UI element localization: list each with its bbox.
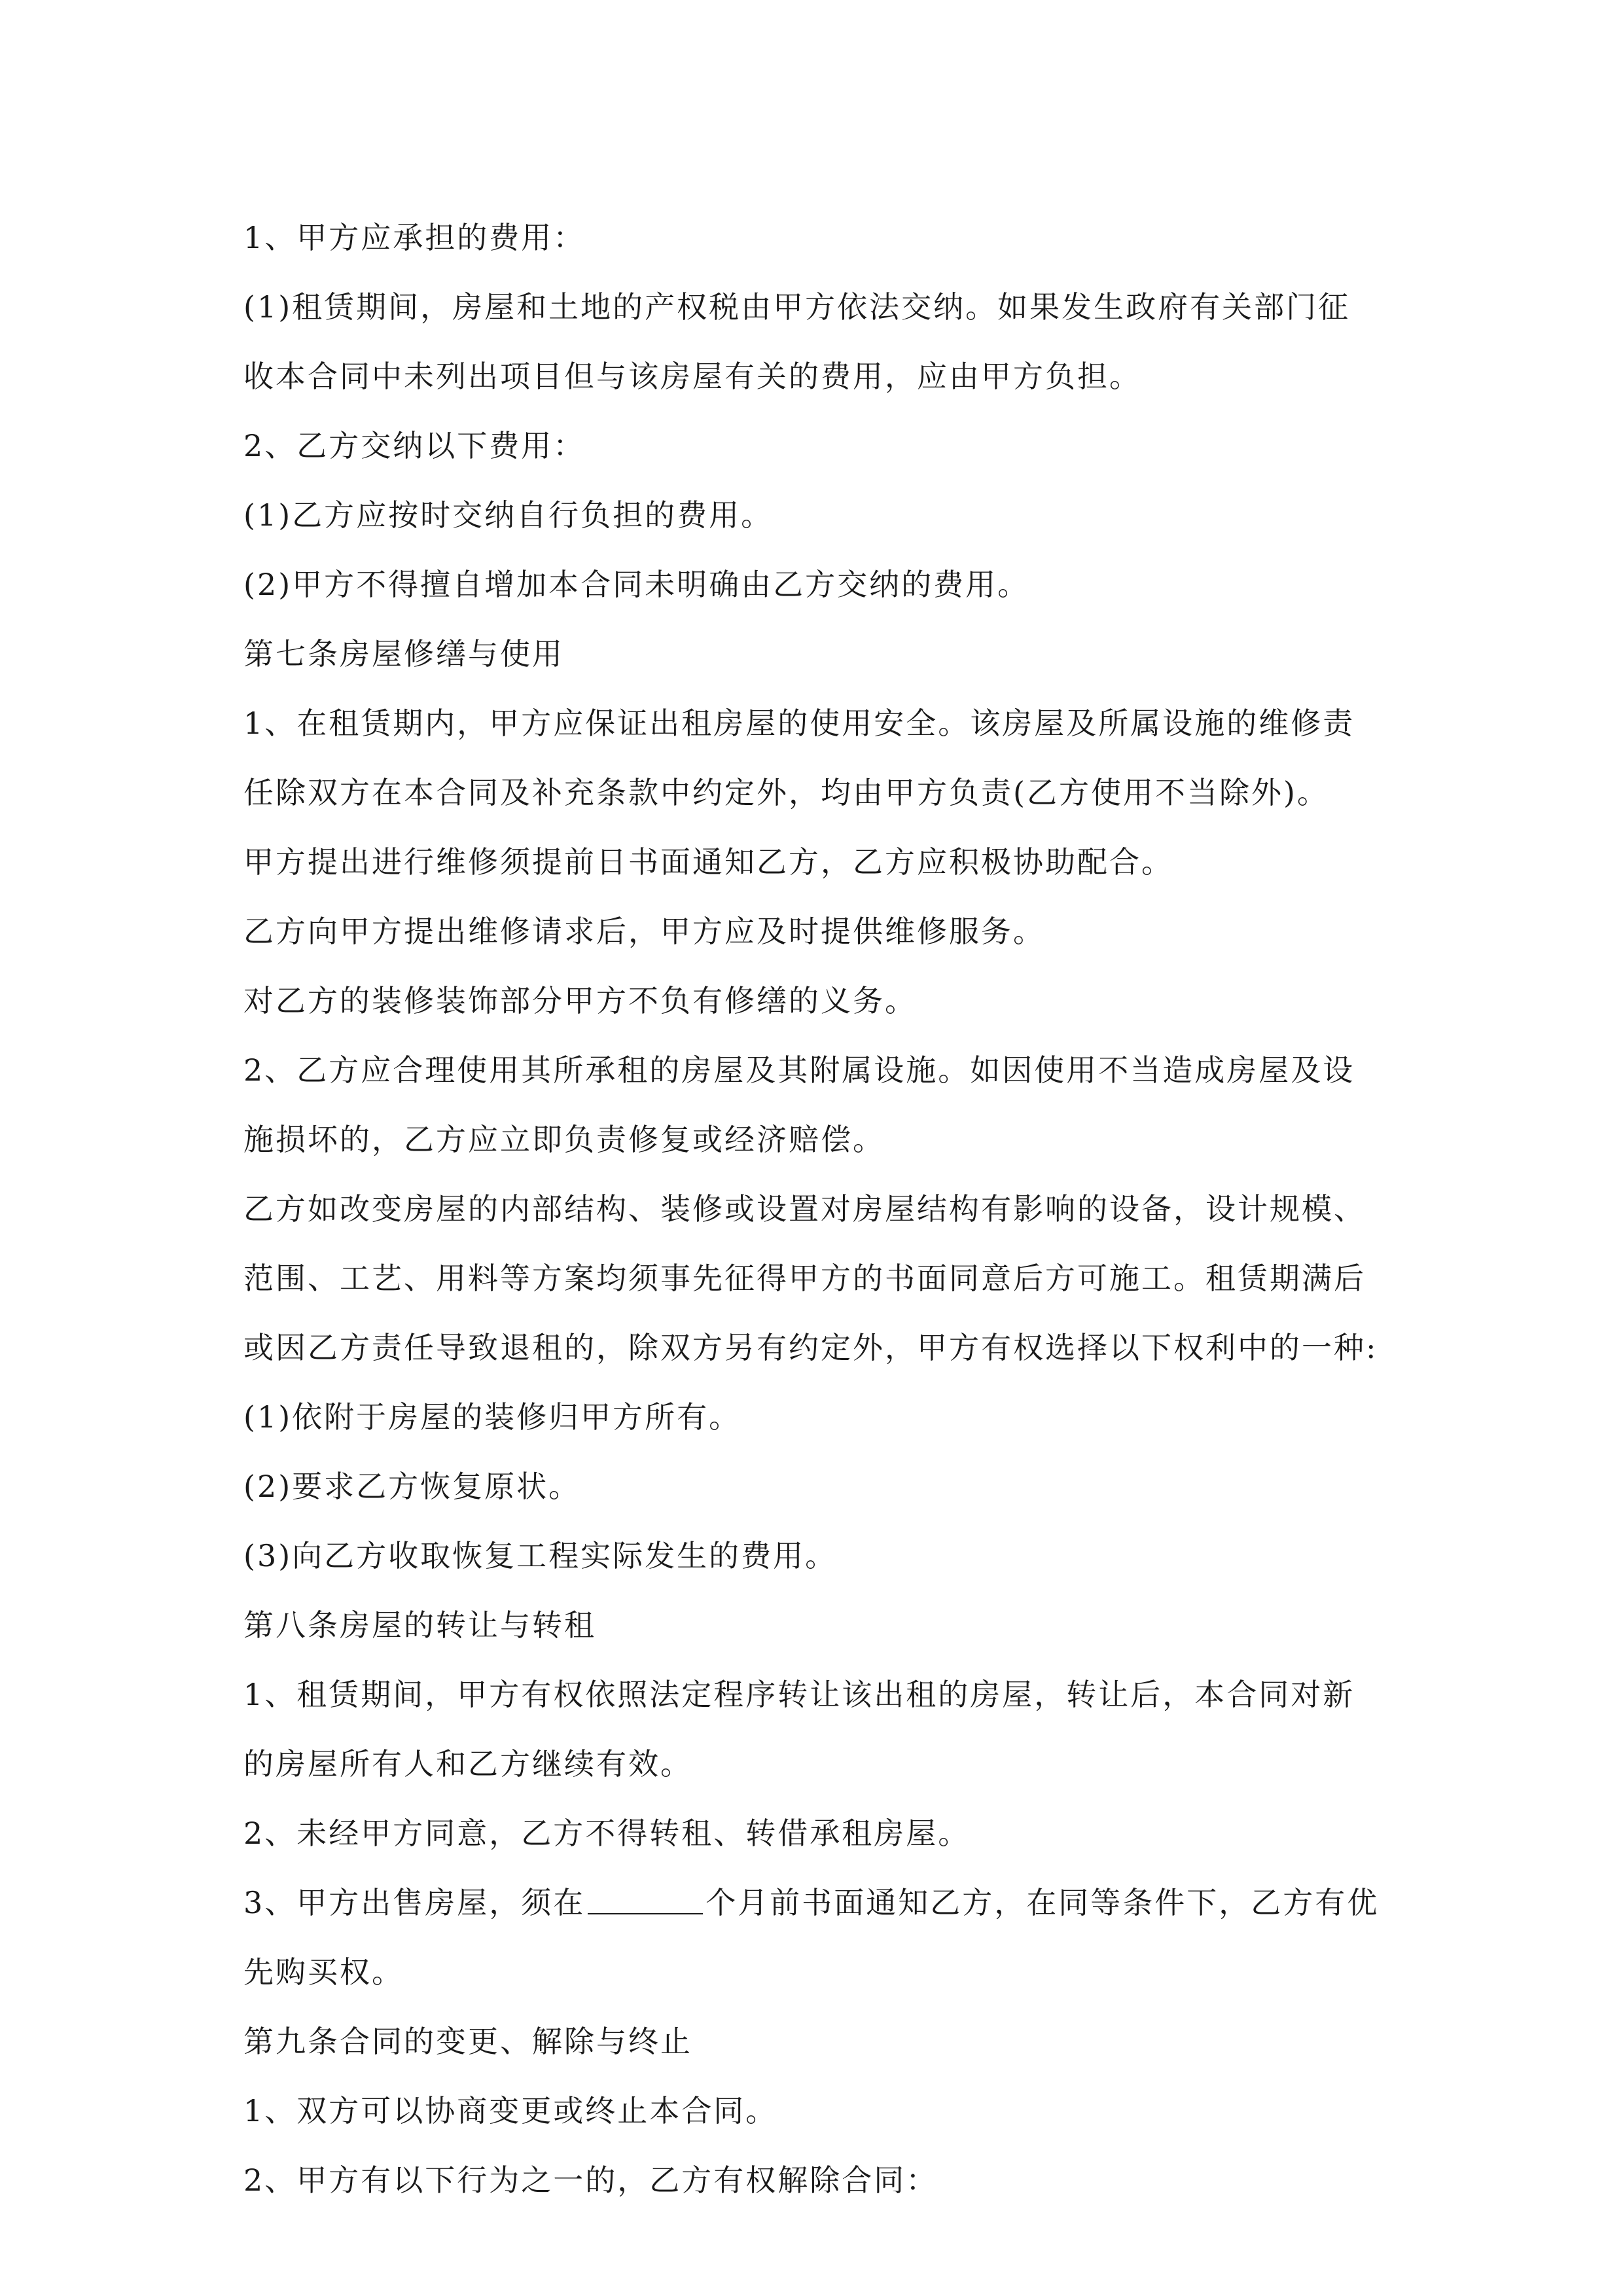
paragraph-line: 1、甲方应承担的费用： (243, 220, 586, 255)
paragraph-line: 2、甲方有以下行为之一的，乙方有权解除合同： (243, 2162, 938, 2198)
paragraph-line: 乙方向甲方提出维修请求后，甲方应及时提供维修服务。 (243, 914, 1045, 949)
paragraph-line: (3)向乙方收取恢复工程实际发生的费用。 (243, 1538, 838, 1573)
paragraph-line: (1)依附于房屋的装修归甲方所有。 (243, 1399, 741, 1435)
paragraph-line: (1)乙方应按时交纳自行负担的费用。 (243, 497, 774, 533)
paragraph-line: 甲方提出进行维修须提前日书面通知乙方，乙方应积极协助配合。 (243, 844, 1173, 880)
paragraph-line: (2)甲方不得擅自增加本合同未明确由乙方交纳的费用。 (243, 567, 1030, 602)
paragraph-line: 乙方如改变房屋的内部结构、装修或设置对房屋结构有影响的设备，设计规模、 (243, 1191, 1366, 1227)
section-heading: 第八条房屋的转让与转租 (243, 1607, 596, 1643)
paragraph-line: 1、双方可以协商变更或终止本合同。 (243, 2093, 778, 2128)
paragraph-line: 对乙方的装修装饰部分甲方不负有修缮的义务。 (243, 983, 917, 1018)
paragraph-line (243, 1868, 1402, 1937)
paragraph-line: (2)要求乙方恢复原状。 (243, 1469, 581, 1504)
text-after-blank: 个月前书面通知乙方，在同等条件下，乙方有优 (705, 1885, 1380, 1920)
paragraph-line: (1)租赁期间，房屋和土地的产权税由甲方依法交纳。如果发生政府有关部门征 (243, 289, 1351, 325)
fill-in-blank (588, 1887, 703, 1914)
paragraph-line: 收本合同中未列出项目但与该房屋有关的费用，应由甲方负担。 (243, 359, 1141, 394)
section-heading: 第七条房屋修缮与使用 (243, 636, 564, 672)
paragraph-line: 任除双方在本合同及补充条款中约定外，均由甲方负责(乙方使用不当除外)。 (243, 775, 1329, 810)
paragraph-line: 或因乙方责任导致退租的，除双方另有约定外，甲方有权选择以下权利中的一种: (243, 1330, 1378, 1365)
paragraph-line: 先购买权。 (243, 1954, 404, 1990)
paragraph-line: 1、在租赁期内，甲方应保证出租房屋的使用安全。该房屋及所属设施的维修责 (243, 706, 1355, 741)
text-before-blank: 3、甲方出售房屋，须在 (243, 1885, 586, 1920)
paragraph-line: 的房屋所有人和乙方继续有效。 (243, 1746, 692, 1782)
paragraph-line: 施损坏的，乙方应立即负责修复或经济赔偿。 (243, 1122, 885, 1157)
document-body (243, 203, 1402, 2215)
paragraph-line: 范围、工艺、用料等方案均须事先征得甲方的书面同意后方可施工。租赁期满后 (243, 1261, 1366, 1296)
paragraph-line: 2、未经甲方同意，乙方不得转租、转借承租房屋。 (243, 1816, 971, 1851)
paragraph-line: 1、租赁期间，甲方有权依照法定程序转让该出租的房屋，转让后，本合同对新 (243, 1677, 1355, 1712)
section-heading: 第九条合同的变更、解除与终止 (243, 2024, 692, 2059)
paragraph-line: 2、乙方应合理使用其所承租的房屋及其附属设施。如因使用不当造成房屋及设 (243, 1052, 1355, 1088)
paragraph-line: 2、乙方交纳以下费用： (243, 428, 586, 463)
